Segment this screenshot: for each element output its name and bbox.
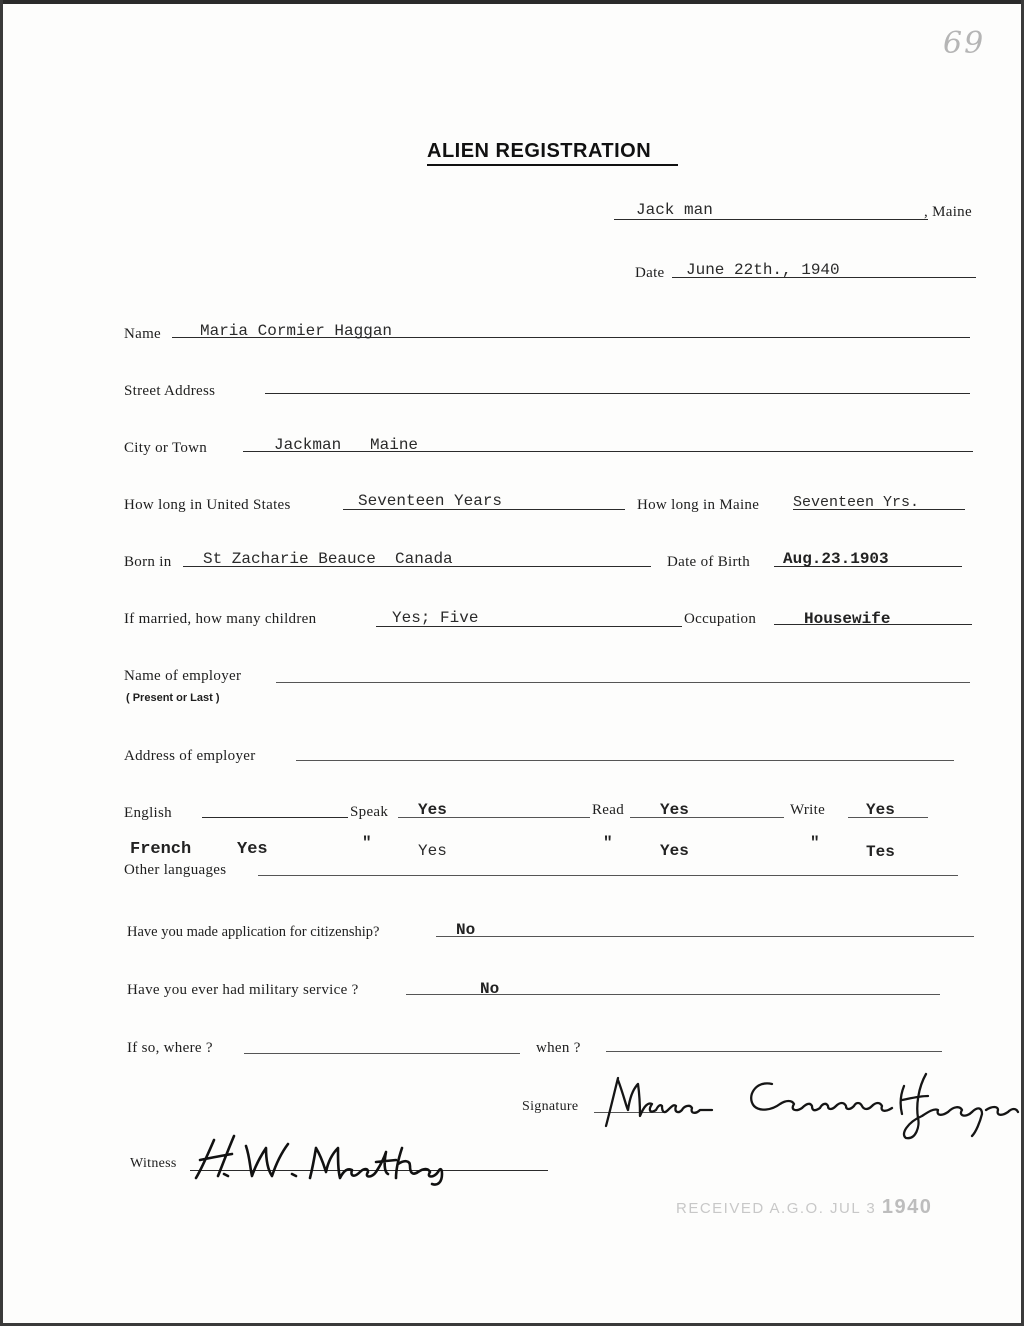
date-label: Date — [635, 265, 665, 281]
read-value: Yes — [660, 801, 689, 819]
how-long-us-label: How long in United States — [124, 497, 291, 513]
occupation-value: Housewife — [804, 610, 891, 628]
read-line — [630, 817, 784, 818]
place-town: Jack man — [636, 201, 713, 219]
citizenship-value: No — [456, 921, 476, 939]
french-value: Yes — [237, 840, 268, 859]
signature-label: Signature — [522, 1099, 579, 1114]
french-read-value: Yes — [660, 842, 689, 860]
how-long-maine-value: Seventeen Yrs. — [793, 494, 920, 511]
date-value: June 22th., 1940 — [686, 261, 840, 279]
french-label: French — [130, 840, 192, 859]
write-value: Yes — [866, 801, 895, 819]
military-value: No — [480, 980, 500, 998]
employer-note: ( Present or Last ) — [126, 692, 220, 704]
employer-address-line — [296, 760, 954, 761]
date-of-birth-label: Date of Birth — [667, 554, 751, 570]
born-in-label: Born in — [124, 554, 172, 570]
received-stamp — [676, 1196, 932, 1219]
name-label: Name — [124, 326, 162, 342]
french-ditto-speak: " — [362, 834, 372, 852]
witness-label: Witness — [130, 1156, 177, 1171]
when-line — [606, 1051, 942, 1052]
french-ditto-read: " — [603, 834, 613, 852]
speak-value: Yes — [418, 801, 447, 819]
speak-label: Speak — [350, 804, 389, 820]
citizenship-line — [436, 936, 974, 937]
where-label: If so, where ? — [127, 1040, 213, 1056]
occupation-label: Occupation — [684, 611, 757, 627]
signature-handwriting — [600, 1066, 1024, 1146]
english-label: English — [124, 805, 172, 821]
date-of-birth-value: Aug.23.1903 — [783, 550, 889, 568]
street-address-label: Street Address — [124, 383, 216, 399]
other-languages-label: Other languages — [124, 862, 227, 878]
received-stamp-text: RECEIVED A.G.O. JUL 3 — [676, 1200, 877, 1217]
city-value: Jackman Maine — [274, 436, 419, 454]
street-address-line — [265, 393, 970, 394]
scan-edge-top — [0, 0, 1024, 4]
military-label: Have you ever had military service ? — [127, 982, 359, 998]
children-value: Yes; Five — [392, 609, 479, 627]
english-line — [202, 817, 348, 818]
born-in-value: St Zacharie Beauce Canada — [203, 550, 453, 568]
page-number: 69 — [943, 26, 986, 61]
when-label: when ? — [536, 1040, 581, 1056]
where-line — [244, 1053, 520, 1054]
write-label: Write — [790, 802, 826, 818]
place-state: , Maine — [924, 204, 972, 220]
title-underline — [427, 164, 678, 166]
scan-edge-left — [0, 0, 3, 1326]
citizenship-label: Have you made application for citizenship? — [127, 924, 380, 940]
french-ditto-write: " — [810, 834, 820, 852]
employer-label: Name of employer — [124, 668, 242, 684]
place-line — [614, 219, 928, 220]
employer-line — [276, 682, 970, 683]
how-long-us-value: Seventeen Years — [358, 492, 503, 510]
other-languages-line — [258, 875, 958, 876]
name-value: Maria Cormier Haggan — [200, 322, 393, 340]
witness-signature-handwriting — [188, 1128, 488, 1188]
city-label: City or Town — [124, 440, 208, 456]
how-long-maine-label: How long in Maine — [637, 497, 760, 513]
french-speak-value: Yes — [418, 842, 447, 860]
read-label: Read — [592, 802, 625, 818]
french-write-value: Tes — [866, 843, 895, 861]
form-title: ALIEN REGISTRATION — [427, 140, 652, 162]
employer-address-label: Address of employer — [124, 748, 256, 764]
received-stamp-year: 1940 — [881, 1196, 933, 1218]
children-label: If married, how many children — [124, 611, 317, 627]
